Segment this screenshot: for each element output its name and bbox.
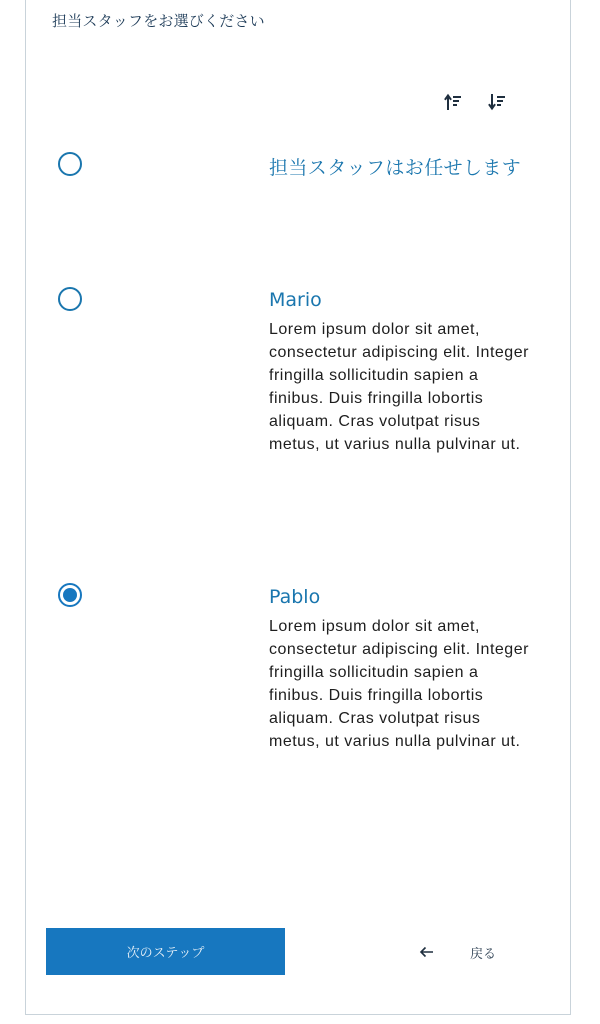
staff-name-pablo[interactable]: Pablo — [269, 586, 321, 608]
radio-unchecked-icon — [57, 151, 83, 177]
sort-descending-button[interactable] — [488, 92, 508, 112]
back-label: 戻る — [470, 946, 497, 962]
sort-ascending-button[interactable] — [444, 92, 464, 112]
radio-option-any[interactable] — [57, 151, 83, 177]
sort-descending-icon — [488, 92, 508, 112]
arrow-left-icon — [418, 943, 436, 961]
next-step-button[interactable]: 次のステップ — [46, 928, 285, 975]
back-button[interactable] — [418, 938, 496, 966]
staff-description-mario: Lorem ipsum dolor sit amet, consectetur adipiscing elit. Integer fringilla sollicitudin sapien a finibus. Duis fringilla lobortis aliquam. Cras volutpat risus metus, ut varius nulla pulvinar ut. — [269, 321, 529, 453]
radio-option-mario[interactable] — [57, 286, 83, 312]
sort-ascending-icon — [444, 92, 464, 112]
radio-option-pablo[interactable] — [57, 582, 83, 608]
radio-checked-icon — [57, 582, 83, 608]
option-any-label[interactable]: 担当スタッフはお任せします — [269, 157, 522, 179]
radio-unchecked-icon — [57, 286, 83, 312]
page-title: 担当スタッフをお選びください — [52, 12, 265, 30]
staff-description-pablo: Lorem ipsum dolor sit amet, consectetur adipiscing elit. Integer fringilla sollicitudin sapien a finibus. Duis fringilla lobortis aliquam. Cras volutpat risus metus, ut varius nulla pulvinar ut. — [269, 618, 529, 750]
staff-name-mario[interactable]: Mario — [269, 289, 322, 311]
